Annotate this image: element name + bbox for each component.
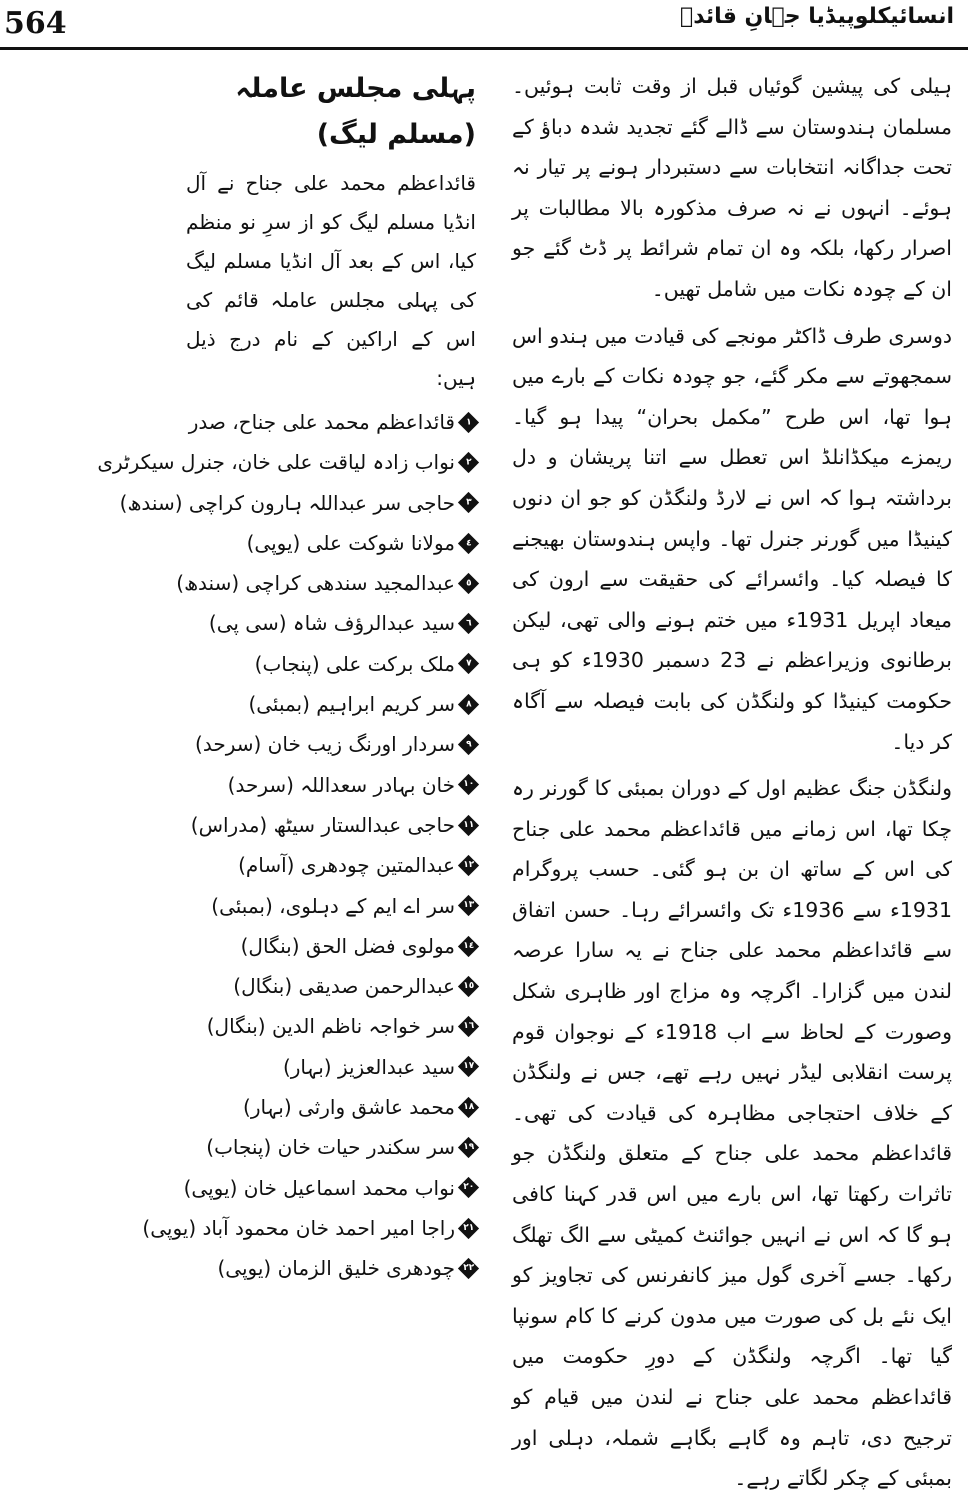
diamond-bullet-icon: ٧ bbox=[458, 653, 479, 674]
paragraph: دوسری طرف ڈاکٹر مونجے کی قیادت میں ہندو اس سمجھوتے سے مکر گئے، جو چودہ نکات کے بارے میں ہوا تھا، اس طرح ”مکمل بحران“ پیدا ہو گیا۔ ریمزے میکڈانلڈ اس تعطل سے اتنا پریشان و دل برداشتہ ہوا کہ اس نے لارڈ ولنگڈن کو جو ان دنوں کینیڈا میں گورنر جنرل تھا۔ واپس ہندوستان بھیجنے کا فیصلہ کیا۔ وائسرائے کی حقیقت سے ارون کی میعاد اپریل 1931ء میں ختم ہونے والی تھی، لیکن برطانوی وزیراعظم نے 23 دسمبر 1930ء کو ہی حکومت کینیڈا کو ولنگڈن کی بابت فیصلہ سے آگاہ کر دیا۔ bbox=[512, 323, 953, 754]
member-name: نواب محمد اسماعیل خان (یوپی) bbox=[183, 1175, 455, 1200]
member-name: عبدالرحمن صدیقی (بنگال) bbox=[233, 974, 455, 999]
member-name: محمد عاشق وارثی (بہار) bbox=[243, 1095, 455, 1120]
diamond-bullet-icon: ١٠ bbox=[458, 774, 479, 795]
member-name: مولوی فضل الحق (بنگال) bbox=[240, 933, 455, 958]
member-name: قائداعظم محمد علی جناح، صدر bbox=[188, 410, 455, 434]
member-name: عبدالمتین چودھری (آسام) bbox=[238, 853, 455, 878]
member-item bbox=[186, 644, 476, 684]
member-item bbox=[119, 483, 476, 523]
member-item bbox=[186, 402, 476, 442]
member-name: حاجی عبدالستار سیٹھ (مدراس) bbox=[190, 812, 455, 837]
member-name: سر سکندر حیات خان (پنجاب) bbox=[206, 1135, 455, 1160]
member-name: نواب زادہ لیاقت علی خان، جنرل سیکرٹری bbox=[97, 450, 455, 475]
diamond-bullet-icon: ١١ bbox=[458, 815, 479, 836]
section-heading: پہلی مجلس عاملہ (مسلم لیگ) bbox=[235, 73, 476, 150]
member-name: چودھری خلیق الزمان (یوپی) bbox=[217, 1256, 455, 1281]
member-name: سر خواجہ ناظم الدین (بنگال) bbox=[206, 1014, 455, 1039]
diamond-bullet-icon: ٤ bbox=[458, 532, 479, 553]
diamond-bullet-icon: ٩ bbox=[458, 734, 479, 755]
member-item bbox=[186, 724, 476, 764]
diamond-bullet-icon: ١٢ bbox=[458, 855, 479, 876]
member-name: خان بہادر سعداللہ (سرحد) bbox=[227, 772, 455, 797]
member-item bbox=[186, 966, 476, 1006]
diamond-bullet-icon: ٢٠ bbox=[458, 1177, 479, 1198]
diamond-bullet-icon: ١٣ bbox=[458, 895, 479, 916]
diamond-bullet-icon: ١ bbox=[458, 412, 479, 433]
right-column bbox=[512, 66, 952, 1505]
diamond-bullet-icon: ٣ bbox=[458, 492, 479, 513]
member-name: سر اے ایم کے دہلوی، (بمبئی) bbox=[211, 893, 455, 918]
member-name: سردار اورنگ زیب خان (سرحد) bbox=[195, 732, 455, 757]
intro-paragraph: قائداعظم محمد علی جناح نے آل انڈیا مسلم لیگ کو از سرِ نو منظم کیا، اس کے بعد آل انڈیا مسلم لیگ کی پہلی مجلس عاملہ قائم کی اس کے اراکین کے نام درج ذیل ہیں: bbox=[186, 171, 476, 390]
diamond-bullet-icon: ١٤ bbox=[458, 935, 479, 956]
member-item bbox=[186, 886, 476, 926]
diamond-bullet-icon: ١٩ bbox=[458, 1137, 479, 1158]
member-item bbox=[186, 1006, 476, 1046]
member-item bbox=[186, 845, 476, 885]
member-name: سید عبدالرؤف شاہ (سی پی) bbox=[208, 611, 455, 636]
member-item bbox=[186, 926, 476, 966]
member-item bbox=[186, 1047, 476, 1087]
paragraph: ولنگڈن جنگ عظیم اول کے دوران بمبئی کا گورنر رہ چکا تھا، اس زمانے میں قائداعظم محمد علی جناح کی اس کے ساتھ ان بن ہو گئی۔ حسب پروگرام 1931ء سے 1936ء تک وائسرائے رہا۔ حسن اتفاق سے قائداعظم محمد علی جناح نے یہ سارا عرصہ لندن میں گزارا۔ اگرچہ وہ مزاج اور ظاہری شکل وصورت کے لحاظ سے اب 1918ء کے نوجوان قوم پرست انقلابی لیڈر نہیں رہے تھے، جس نے ولنگڈن کے خلاف احتجاجی مظاہرہ کی قیادت کی تھی۔ قائداعظم محمد علی جناح کے متعلق ولنگڈن جو تاثرات رکھتا تھا، اس بارے میں اس قدر کہنا کافی ہو گا کہ اس نے انہیں جوائنٹ کمیٹی سے الگ تھلگ رکھا۔ جسے آخری گول میز کانفرنس کی تجاویز کو ایک نئے بل کی صورت میں مدون کرنے کا کام سونپا گیا تھا۔ اگرچہ ولنگڈن کے دورِ حکومت میں قائداعظم محمد علی جناح نے لندن میں قیام کو ترجیح دی، تاہم وہ گاہے بگاہے شملہ، دہلی اور بمبئی کے چکر لگاتے رہے۔ bbox=[512, 776, 952, 1491]
member-item bbox=[142, 1208, 476, 1248]
member-item bbox=[186, 765, 476, 805]
member-name: ملک برکت علی (پنجاب) bbox=[254, 651, 455, 676]
diamond-bullet-icon: ٦ bbox=[458, 613, 479, 634]
diamond-bullet-icon: ٥ bbox=[458, 573, 479, 594]
diamond-bullet-icon: ١٦ bbox=[458, 1016, 479, 1037]
paragraph: ہیلی کی پیشین گوئیاں قبل از وقت ثابت ہوئیں۔ مسلمان ہندوستان سے ڈالے گئے تجدید شدہ دباؤ کے تحت جداگانہ انتخابات سے دستبردار ہونے پر تیار نہ ہوئے۔ انہوں نے نہ صرف مذکورہ بالا مطالبات پر اصرار رکھا، بلکہ وہ ان تمام شرائط پر ڈٹ گئے جو ان کے چودہ نکات میں شامل تھیں۔ bbox=[512, 74, 952, 301]
diamond-bullet-icon: ٢ bbox=[458, 452, 479, 473]
member-item bbox=[97, 442, 476, 482]
header-rule bbox=[0, 47, 968, 50]
diamond-bullet-icon: ٨ bbox=[458, 694, 479, 715]
member-list bbox=[97, 402, 476, 1289]
member-item bbox=[186, 523, 476, 563]
member-name: سر کریم ابراہیم (بمبئی) bbox=[248, 692, 455, 717]
diamond-bullet-icon: ٢٢ bbox=[458, 1258, 479, 1279]
member-item bbox=[183, 1168, 476, 1208]
left-column bbox=[97, 66, 476, 1289]
page-header bbox=[0, 0, 968, 50]
member-item bbox=[186, 805, 476, 845]
member-name: حاجی سر عبداللہ ہارون کراچی (سندھ) bbox=[119, 490, 455, 515]
member-item bbox=[186, 1127, 476, 1167]
page-number: 564 bbox=[4, 6, 67, 41]
member-name: سید عبدالعزیز (بہار) bbox=[282, 1054, 455, 1079]
member-name: عبدالمجید سندھی کراچی (سندھ) bbox=[176, 571, 455, 596]
member-name: راجا امیر احمد خان محمود آباد (یوپی) bbox=[142, 1215, 455, 1240]
diamond-bullet-icon: ١٧ bbox=[458, 1056, 479, 1077]
member-item bbox=[186, 684, 476, 724]
diamond-bullet-icon: ١٥ bbox=[458, 976, 479, 997]
member-item bbox=[186, 1248, 476, 1288]
member-name: مولانا شوکت علی (یوپی) bbox=[246, 530, 455, 555]
member-item bbox=[186, 603, 476, 643]
member-item bbox=[186, 1087, 476, 1127]
diamond-bullet-icon: ١٨ bbox=[458, 1097, 479, 1118]
diamond-bullet-icon: ٢١ bbox=[458, 1217, 479, 1238]
member-item bbox=[176, 563, 476, 603]
running-title: انسائیکلوپیڈیا جہانِ قائدؒ bbox=[680, 4, 954, 29]
